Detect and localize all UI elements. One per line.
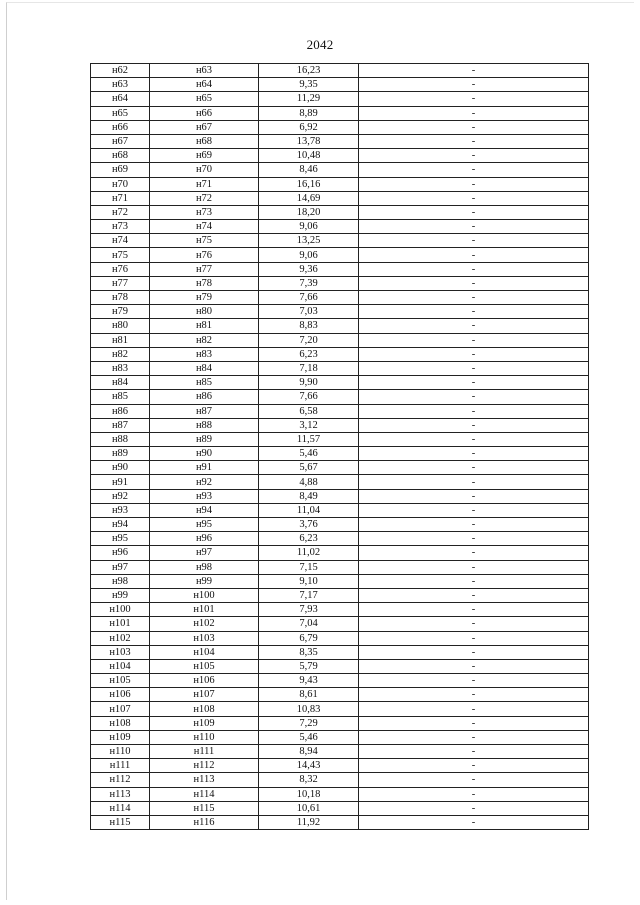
distance-cell: 9,06 <box>259 248 359 262</box>
from-point-cell: н113 <box>91 787 150 801</box>
distance-cell: 7,18 <box>259 361 359 375</box>
from-point-cell: н77 <box>91 276 150 290</box>
table-row <box>91 631 589 645</box>
table-row <box>91 730 589 744</box>
note-cell: - <box>359 489 589 503</box>
from-point-cell: н100 <box>91 603 150 617</box>
from-point-cell: н72 <box>91 205 150 219</box>
from-point-cell: н101 <box>91 617 150 631</box>
note-cell: - <box>359 191 589 205</box>
table-row <box>91 418 589 432</box>
table-row <box>91 503 589 517</box>
table-row <box>91 64 589 78</box>
distance-cell: 5,46 <box>259 447 359 461</box>
distance-cell: 8,89 <box>259 106 359 120</box>
to-point-cell: н97 <box>150 546 259 560</box>
note-cell: - <box>359 276 589 290</box>
distance-cell: 7,93 <box>259 603 359 617</box>
distance-cell: 7,66 <box>259 291 359 305</box>
note-cell: - <box>359 532 589 546</box>
table-row <box>91 773 589 787</box>
table-row <box>91 688 589 702</box>
from-point-cell: н114 <box>91 801 150 815</box>
to-point-cell: н105 <box>150 659 259 673</box>
note-cell: - <box>359 376 589 390</box>
distance-cell: 3,76 <box>259 518 359 532</box>
from-point-cell: н110 <box>91 745 150 759</box>
table-row <box>91 674 589 688</box>
distance-cell: 9,10 <box>259 574 359 588</box>
from-point-cell: н104 <box>91 659 150 673</box>
to-point-cell: н103 <box>150 631 259 645</box>
distance-cell: 4,88 <box>259 475 359 489</box>
note-cell: - <box>359 574 589 588</box>
from-point-cell: н67 <box>91 134 150 148</box>
to-point-cell: н101 <box>150 603 259 617</box>
note-cell: - <box>359 503 589 517</box>
from-point-cell: н112 <box>91 773 150 787</box>
table-row <box>91 489 589 503</box>
to-point-cell: н63 <box>150 64 259 78</box>
table-row <box>91 447 589 461</box>
from-point-cell: н106 <box>91 688 150 702</box>
note-cell: - <box>359 347 589 361</box>
table-row <box>91 390 589 404</box>
note-cell: - <box>359 134 589 148</box>
note-cell: - <box>359 390 589 404</box>
distance-cell: 6,58 <box>259 404 359 418</box>
note-cell: - <box>359 759 589 773</box>
note-cell: - <box>359 787 589 801</box>
table-row <box>91 92 589 106</box>
note-cell: - <box>359 674 589 688</box>
note-cell: - <box>359 603 589 617</box>
from-point-cell: н97 <box>91 560 150 574</box>
to-point-cell: н114 <box>150 787 259 801</box>
from-point-cell: н91 <box>91 475 150 489</box>
distance-cell: 8,49 <box>259 489 359 503</box>
to-point-cell: н100 <box>150 588 259 602</box>
note-cell: - <box>359 262 589 276</box>
to-point-cell: н90 <box>150 447 259 461</box>
distance-cell: 7,20 <box>259 333 359 347</box>
distance-cell: 11,04 <box>259 503 359 517</box>
to-point-cell: н102 <box>150 617 259 631</box>
note-cell: - <box>359 92 589 106</box>
note-cell: - <box>359 659 589 673</box>
distance-cell: 7,39 <box>259 276 359 290</box>
distance-cell: 8,83 <box>259 319 359 333</box>
from-point-cell: н62 <box>91 64 150 78</box>
note-cell: - <box>359 560 589 574</box>
table-row <box>91 262 589 276</box>
from-point-cell: н93 <box>91 503 150 517</box>
from-point-cell: н102 <box>91 631 150 645</box>
to-point-cell: н72 <box>150 191 259 205</box>
from-point-cell: н83 <box>91 361 150 375</box>
from-point-cell: н84 <box>91 376 150 390</box>
to-point-cell: н70 <box>150 163 259 177</box>
note-cell: - <box>359 716 589 730</box>
table-row <box>91 177 589 191</box>
table-row <box>91 134 589 148</box>
to-point-cell: н82 <box>150 333 259 347</box>
distance-cell: 14,43 <box>259 759 359 773</box>
distance-cell: 13,78 <box>259 134 359 148</box>
to-point-cell: н107 <box>150 688 259 702</box>
to-point-cell: н89 <box>150 432 259 446</box>
to-point-cell: н78 <box>150 276 259 290</box>
table-row <box>91 106 589 120</box>
from-point-cell: н75 <box>91 248 150 262</box>
to-point-cell: н74 <box>150 220 259 234</box>
page-number: 2042 <box>306 37 334 52</box>
table-row <box>91 432 589 446</box>
distance-cell: 5,46 <box>259 730 359 744</box>
table-row <box>91 347 589 361</box>
to-point-cell: н77 <box>150 262 259 276</box>
from-point-cell: н89 <box>91 447 150 461</box>
table-row <box>91 248 589 262</box>
distance-cell: 11,29 <box>259 92 359 106</box>
to-point-cell: н94 <box>150 503 259 517</box>
table-row <box>91 745 589 759</box>
table-row <box>91 815 589 829</box>
table-row <box>91 291 589 305</box>
distance-cell: 8,94 <box>259 745 359 759</box>
to-point-cell: н68 <box>150 134 259 148</box>
to-point-cell: н71 <box>150 177 259 191</box>
distance-cell: 7,29 <box>259 716 359 730</box>
note-cell: - <box>359 631 589 645</box>
from-point-cell: н74 <box>91 234 150 248</box>
distance-cell: 11,57 <box>259 432 359 446</box>
distance-cell: 10,48 <box>259 149 359 163</box>
table-row <box>91 305 589 319</box>
from-point-cell: н109 <box>91 730 150 744</box>
to-point-cell: н113 <box>150 773 259 787</box>
to-point-cell: н108 <box>150 702 259 716</box>
table-row <box>91 532 589 546</box>
from-point-cell: н64 <box>91 92 150 106</box>
distance-cell: 7,66 <box>259 390 359 404</box>
distance-cell: 10,18 <box>259 787 359 801</box>
to-point-cell: н67 <box>150 120 259 134</box>
to-point-cell: н64 <box>150 78 259 92</box>
table-row <box>91 461 589 475</box>
distance-cell: 11,92 <box>259 815 359 829</box>
from-point-cell: н115 <box>91 815 150 829</box>
from-point-cell: н82 <box>91 347 150 361</box>
boundary-table-body <box>91 64 589 830</box>
table-row <box>91 220 589 234</box>
table-row <box>91 234 589 248</box>
to-point-cell: н75 <box>150 234 259 248</box>
to-point-cell: н96 <box>150 532 259 546</box>
to-point-cell: н93 <box>150 489 259 503</box>
to-point-cell: н79 <box>150 291 259 305</box>
note-cell: - <box>359 361 589 375</box>
note-cell: - <box>359 745 589 759</box>
from-point-cell: н63 <box>91 78 150 92</box>
note-cell: - <box>359 248 589 262</box>
distance-cell: 6,23 <box>259 347 359 361</box>
from-point-cell: н80 <box>91 319 150 333</box>
note-cell: - <box>359 432 589 446</box>
note-cell: - <box>359 205 589 219</box>
note-cell: - <box>359 163 589 177</box>
to-point-cell: н116 <box>150 815 259 829</box>
table-row <box>91 518 589 532</box>
table-row <box>91 205 589 219</box>
distance-cell: 7,04 <box>259 617 359 631</box>
note-cell: - <box>359 801 589 815</box>
to-point-cell: н115 <box>150 801 259 815</box>
note-cell: - <box>359 78 589 92</box>
from-point-cell: н69 <box>91 163 150 177</box>
distance-cell: 10,61 <box>259 801 359 815</box>
from-point-cell: н73 <box>91 220 150 234</box>
from-point-cell: н103 <box>91 645 150 659</box>
to-point-cell: н69 <box>150 149 259 163</box>
from-point-cell: н107 <box>91 702 150 716</box>
distance-cell: 13,25 <box>259 234 359 248</box>
table-row <box>91 588 589 602</box>
note-cell: - <box>359 177 589 191</box>
from-point-cell: н94 <box>91 518 150 532</box>
note-cell: - <box>359 149 589 163</box>
from-point-cell: н66 <box>91 120 150 134</box>
table-row <box>91 191 589 205</box>
from-point-cell: н92 <box>91 489 150 503</box>
from-point-cell: н90 <box>91 461 150 475</box>
note-cell: - <box>359 518 589 532</box>
to-point-cell: н110 <box>150 730 259 744</box>
table-row <box>91 361 589 375</box>
to-point-cell: н65 <box>150 92 259 106</box>
note-cell: - <box>359 305 589 319</box>
note-cell: - <box>359 730 589 744</box>
to-point-cell: н83 <box>150 347 259 361</box>
table-row <box>91 787 589 801</box>
to-point-cell: н88 <box>150 418 259 432</box>
distance-cell: 3,12 <box>259 418 359 432</box>
from-point-cell: н78 <box>91 291 150 305</box>
note-cell: - <box>359 404 589 418</box>
from-point-cell: н108 <box>91 716 150 730</box>
table-row <box>91 78 589 92</box>
to-point-cell: н91 <box>150 461 259 475</box>
note-cell: - <box>359 234 589 248</box>
distance-cell: 16,23 <box>259 64 359 78</box>
to-point-cell: н104 <box>150 645 259 659</box>
to-point-cell: н92 <box>150 475 259 489</box>
to-point-cell: н109 <box>150 716 259 730</box>
from-point-cell: н105 <box>91 674 150 688</box>
distance-cell: 5,79 <box>259 659 359 673</box>
distance-cell: 16,16 <box>259 177 359 191</box>
note-cell: - <box>359 447 589 461</box>
distance-cell: 6,92 <box>259 120 359 134</box>
from-point-cell: н95 <box>91 532 150 546</box>
boundary-table <box>90 63 589 830</box>
note-cell: - <box>359 291 589 305</box>
note-cell: - <box>359 815 589 829</box>
table-row <box>91 120 589 134</box>
note-cell: - <box>359 120 589 134</box>
from-point-cell: н88 <box>91 432 150 446</box>
distance-cell: 8,61 <box>259 688 359 702</box>
distance-cell: 9,06 <box>259 220 359 234</box>
note-cell: - <box>359 645 589 659</box>
table-row <box>91 333 589 347</box>
note-cell: - <box>359 418 589 432</box>
table-row <box>91 574 589 588</box>
distance-cell: 9,35 <box>259 78 359 92</box>
to-point-cell: н112 <box>150 759 259 773</box>
to-point-cell: н95 <box>150 518 259 532</box>
to-point-cell: н76 <box>150 248 259 262</box>
table-row <box>91 404 589 418</box>
note-cell: - <box>359 333 589 347</box>
note-cell: - <box>359 702 589 716</box>
distance-cell: 9,90 <box>259 376 359 390</box>
from-point-cell: н79 <box>91 305 150 319</box>
to-point-cell: н106 <box>150 674 259 688</box>
table-row <box>91 659 589 673</box>
note-cell: - <box>359 220 589 234</box>
table-row <box>91 801 589 815</box>
from-point-cell: н86 <box>91 404 150 418</box>
table-row <box>91 645 589 659</box>
note-cell: - <box>359 319 589 333</box>
table-row <box>91 319 589 333</box>
distance-cell: 8,46 <box>259 163 359 177</box>
from-point-cell: н81 <box>91 333 150 347</box>
to-point-cell: н66 <box>150 106 259 120</box>
from-point-cell: н68 <box>91 149 150 163</box>
table-row <box>91 702 589 716</box>
table-row <box>91 759 589 773</box>
table-row <box>91 603 589 617</box>
table-row <box>91 376 589 390</box>
distance-cell: 9,43 <box>259 674 359 688</box>
note-cell: - <box>359 617 589 631</box>
to-point-cell: н98 <box>150 560 259 574</box>
distance-cell: 8,32 <box>259 773 359 787</box>
to-point-cell: н81 <box>150 319 259 333</box>
table-row <box>91 163 589 177</box>
from-point-cell: н76 <box>91 262 150 276</box>
from-point-cell: н87 <box>91 418 150 432</box>
from-point-cell: н70 <box>91 177 150 191</box>
from-point-cell: н99 <box>91 588 150 602</box>
distance-cell: 11,02 <box>259 546 359 560</box>
from-point-cell: н65 <box>91 106 150 120</box>
table-row <box>91 560 589 574</box>
from-point-cell: н85 <box>91 390 150 404</box>
from-point-cell: н71 <box>91 191 150 205</box>
to-point-cell: н86 <box>150 390 259 404</box>
to-point-cell: н84 <box>150 361 259 375</box>
note-cell: - <box>359 64 589 78</box>
distance-cell: 6,23 <box>259 532 359 546</box>
note-cell: - <box>359 475 589 489</box>
note-cell: - <box>359 546 589 560</box>
from-point-cell: н111 <box>91 759 150 773</box>
distance-cell: 14,69 <box>259 191 359 205</box>
from-point-cell: н96 <box>91 546 150 560</box>
distance-cell: 9,36 <box>259 262 359 276</box>
table-row <box>91 716 589 730</box>
note-cell: - <box>359 588 589 602</box>
table-row <box>91 276 589 290</box>
note-cell: - <box>359 773 589 787</box>
table-row <box>91 617 589 631</box>
distance-cell: 8,35 <box>259 645 359 659</box>
to-point-cell: н73 <box>150 205 259 219</box>
to-point-cell: н80 <box>150 305 259 319</box>
to-point-cell: н87 <box>150 404 259 418</box>
distance-cell: 7,15 <box>259 560 359 574</box>
distance-cell: 6,79 <box>259 631 359 645</box>
distance-cell: 7,17 <box>259 588 359 602</box>
to-point-cell: н99 <box>150 574 259 588</box>
table-row <box>91 475 589 489</box>
table-row <box>91 546 589 560</box>
note-cell: - <box>359 461 589 475</box>
to-point-cell: н111 <box>150 745 259 759</box>
distance-cell: 18,20 <box>259 205 359 219</box>
table-row <box>91 149 589 163</box>
note-cell: - <box>359 106 589 120</box>
distance-cell: 5,67 <box>259 461 359 475</box>
distance-cell: 10,83 <box>259 702 359 716</box>
from-point-cell: н98 <box>91 574 150 588</box>
to-point-cell: н85 <box>150 376 259 390</box>
note-cell: - <box>359 688 589 702</box>
distance-cell: 7,03 <box>259 305 359 319</box>
